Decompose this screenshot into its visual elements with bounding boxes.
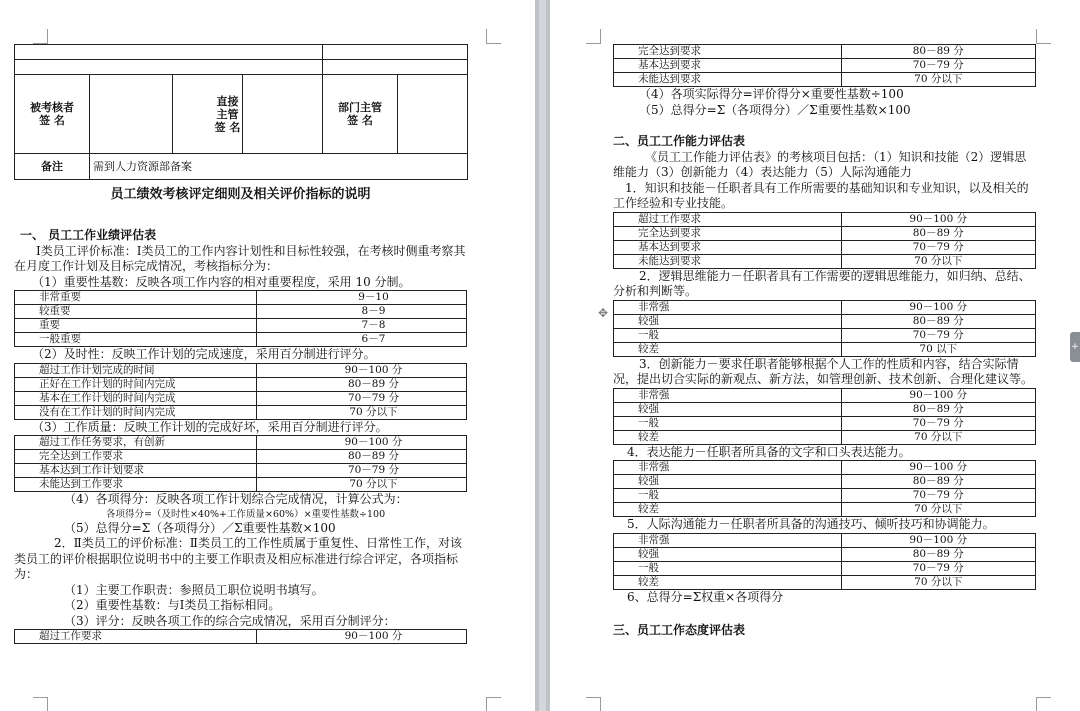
table-row: [15, 630, 467, 644]
table-row: [614, 430, 1036, 444]
paragraph: （3）评分：反映各项工作的综合完成情况，采用百分制评分：: [64, 613, 396, 628]
table-row: [15, 478, 467, 492]
table-cell: 90－100 分: [841, 212, 1035, 226]
document-page-right: [550, 0, 1080, 711]
criteria-table: [14, 629, 467, 644]
table-cell: 70 分以下: [256, 478, 466, 492]
table-cell: 超过工作要求: [15, 630, 257, 644]
table-cell: 80－89 分: [841, 45, 1035, 59]
table-cell: 基本达到工作计划要求: [15, 464, 257, 478]
table-cell: 70－79 分: [841, 561, 1035, 575]
right-page-content: [613, 44, 1036, 639]
table-cell: 一般: [614, 416, 842, 430]
table-cell: 非常强: [614, 461, 842, 475]
paragraph: （1）主要工作职责：参照员工职位说明书填写。: [64, 582, 324, 597]
table-cell: 非常重要: [15, 291, 257, 305]
table-row: [614, 533, 1036, 547]
remark-value: 需到人力资源部备案: [90, 154, 468, 180]
table-cell: 较重要: [15, 305, 257, 319]
table-cell: 完全达到要求: [614, 226, 842, 240]
table-cell: 一般: [614, 561, 842, 575]
table-cell: 较强: [614, 314, 842, 328]
table-cell: 9－10: [256, 291, 466, 305]
table-cell: 70－79 分: [841, 416, 1035, 430]
table-cell: 80－89 分: [841, 226, 1035, 240]
table-cell: 70－79 分: [256, 464, 466, 478]
table-cell: 较差: [614, 575, 842, 589]
crop-mark: [486, 29, 501, 44]
table-cell: 70－79 分: [841, 240, 1035, 254]
criteria-table: [14, 363, 467, 420]
table-cell: 较强: [614, 475, 842, 489]
paragraph: 2．逻辑思维能力－任职者具有工作需要的逻辑思维能力，如归纳、总结、分析和判断等。: [613, 268, 1031, 298]
criteria-table: [613, 44, 1036, 87]
table-cell: 较强: [614, 547, 842, 561]
table-cell: 70 分以下: [841, 503, 1035, 517]
table-row: [614, 226, 1036, 240]
paragraph: 1．知识和技能－任职者具有工作所需要的基础知识和专业知识，以及相关的工作经验和专业技能。: [613, 180, 1029, 210]
table-cell: 7－8: [256, 319, 466, 333]
criteria-table: [613, 533, 1036, 590]
paragraph: 4．表达能力－任职者所具备的文字和口头表达能力。: [627, 444, 911, 459]
table-row: [614, 254, 1036, 268]
table-cell: 一般: [614, 328, 842, 342]
table-cell: 较强: [614, 402, 842, 416]
table-cell: 90－100 分: [841, 300, 1035, 314]
table-cell: 90－100 分: [841, 533, 1035, 547]
table-cell: 较差: [614, 342, 842, 356]
table-cell: 8－9: [256, 305, 466, 319]
table-row: [614, 575, 1036, 589]
table-row: [614, 416, 1036, 430]
page-gap: [535, 0, 550, 711]
table-row: [614, 475, 1036, 489]
table-cell: 80－89 分: [256, 450, 466, 464]
table-cell: 较差: [614, 430, 842, 444]
table-cell: 未能达到工作要求: [15, 478, 257, 492]
paragraph: （2）及时性：反映工作计划的完成速度，采用百分制进行评分。: [32, 347, 376, 361]
table-cell: 一般重要: [15, 333, 257, 347]
paragraph: 3．创新能力－要求任职者能够根据个人工作的性质和内容，结合实际情况，提出切合实际的新观点、新方法，如管理创新、技术创新、合理化建议等。: [613, 356, 1034, 386]
table-row: [15, 363, 467, 377]
table-row: [614, 240, 1036, 254]
paragraph: （5）总得分=Σ（各项得分）／Σ重要性基数×100: [639, 102, 911, 117]
plus-icon[interactable]: +: [1070, 332, 1080, 362]
table-cell: 90－100 分: [256, 630, 466, 644]
table-cell: 70 分以下: [841, 73, 1035, 87]
table-row: [15, 391, 467, 405]
paragraph: （4）各项实际得分=评价得分×重要性基数÷100: [639, 87, 904, 101]
table-cell: 80－89 分: [256, 377, 466, 391]
paragraph: 5．人际沟通能力－任职者所具备的沟通技巧、倾听技巧和协调能力。: [627, 517, 995, 531]
formula: 各项得分=（及时性×40%+工作质量×60%）×重要性基数÷100: [106, 508, 386, 520]
table-cell: 正好在工作计划的时间内完成: [15, 377, 257, 391]
crop-mark: [1036, 697, 1051, 711]
paragraph: Ⅰ类员工评价标准：Ⅰ类员工的工作内容计划性和目标性较强，在考核时侧重考察其在月度工作计划及目标完成情况，考核指标分为：: [14, 243, 466, 273]
move-icon[interactable]: ✥: [598, 306, 609, 320]
table-cell: 基本达到要求: [614, 59, 842, 73]
table-cell: 70 分以下: [841, 254, 1035, 268]
section-heading: 一、 员工工作业绩评估表: [20, 228, 157, 242]
table-cell: 一般: [614, 489, 842, 503]
signature-table: [14, 44, 468, 180]
table-cell: 70 分以下: [841, 430, 1035, 444]
table-cell: 没有在工作计划的时间内完成: [15, 405, 257, 419]
crop-mark: [586, 697, 601, 711]
left-page-content: [14, 44, 467, 644]
dept-supervisor-sign-label: 部门主管 签 名: [323, 75, 398, 154]
crop-mark: [33, 29, 48, 44]
table-row: [15, 464, 467, 478]
direct-supervisor-sign-label: 直接主管 签 名: [173, 75, 243, 154]
table-cell: 70－79 分: [841, 59, 1035, 73]
table-cell: 90－100 分: [256, 436, 466, 450]
table-cell: 80－89 分: [841, 547, 1035, 561]
table-cell: 70 分以下: [841, 575, 1035, 589]
table-cell: 70 分以下: [256, 405, 466, 419]
table-row: [15, 377, 467, 391]
criteria-table: [14, 435, 467, 492]
examinee-sign-label: 被考核者 签 名: [15, 75, 90, 154]
table-row: [614, 328, 1036, 342]
table-row: [15, 291, 467, 305]
table-row: [15, 450, 467, 464]
crop-mark: [486, 697, 501, 711]
paragraph: （2）重要性基数：与Ⅰ类员工指标相同。: [64, 598, 281, 612]
table-cell: 6－7: [256, 333, 466, 347]
table-cell: 完全达到要求: [614, 45, 842, 59]
table-row: [15, 333, 467, 347]
table-row: [614, 388, 1036, 402]
crop-mark: [586, 29, 601, 44]
table-row: [614, 300, 1036, 314]
table-row: [15, 319, 467, 333]
table-cell: 70－79 分: [841, 328, 1035, 342]
crop-mark: [33, 697, 48, 711]
table-cell: 80－89 分: [841, 314, 1035, 328]
table-row: [614, 461, 1036, 475]
table-row: [614, 45, 1036, 59]
table-cell: 基本在工作计划的时间内完成: [15, 391, 257, 405]
criteria-table: [14, 290, 467, 347]
table-row: [15, 436, 467, 450]
table-cell: 超过工作任务要求，有创新: [15, 436, 257, 450]
table-row: [614, 503, 1036, 517]
table-row: [15, 305, 467, 319]
table-cell: 基本达到要求: [614, 240, 842, 254]
criteria-table: [613, 300, 1036, 357]
paragraph: （5）总得分=Σ（各项得分）／Σ重要性基数×100: [64, 520, 336, 535]
paragraph: 《员工工作能力评估表》的考核项目包括：（1）知识和技能（2）逻辑思维能力（3）创新能力（4）表达能力（5）人际沟通能力: [613, 149, 1027, 179]
table-row: [614, 402, 1036, 416]
table-cell: 80－89 分: [841, 475, 1035, 489]
table-cell: 70－79 分: [256, 391, 466, 405]
table-row: [15, 405, 467, 419]
table-cell: 超过工作要求: [614, 212, 842, 226]
paragraph: 2．Ⅱ类员工的评价标准：Ⅱ类员工的工作性质属于重复性、日常性工作，对该类员工的评价根据职位说明书中的主要工作职责及相应标准进行综合评定，各项指标为：: [14, 536, 462, 581]
section-heading: 三、员工工作态度评估表: [613, 623, 746, 637]
document-page-left: [0, 0, 535, 711]
table-row: [614, 73, 1036, 87]
table-row: [614, 314, 1036, 328]
criteria-table: [613, 460, 1036, 517]
direct-supervisor-sign-cell[interactable]: [243, 75, 323, 154]
table-cell: 未能达到要求: [614, 254, 842, 268]
dept-supervisor-sign-cell[interactable]: [398, 75, 468, 154]
document-title: 员工绩效考核评定细则及相关评价指标的说明: [110, 187, 371, 202]
table-cell: 70－79 分: [841, 489, 1035, 503]
table-cell: 80－89 分: [841, 402, 1035, 416]
table-cell: 非常强: [614, 388, 842, 402]
table-row: [614, 212, 1036, 226]
paragraph: 6、总得分=Σ权重×各项得分: [627, 589, 784, 604]
table-row: [614, 561, 1036, 575]
table-cell: 超过工作计划完成的时间: [15, 363, 257, 377]
paragraph: （3）工作质量：反映工作计划的完成好坏，采用百分制进行评分。: [32, 419, 388, 434]
criteria-table: [613, 212, 1036, 269]
table-row: [614, 59, 1036, 73]
table-cell: 90－100 分: [841, 461, 1035, 475]
table-cell: 较差: [614, 503, 842, 517]
table-cell: 90－100 分: [256, 363, 466, 377]
table-row: [614, 342, 1036, 356]
table-cell: 重要: [15, 319, 257, 333]
paragraph: （1）重要性基数：反映各项工作内容的相对重要程度，采用 10 分制。: [32, 274, 411, 289]
table-row: [614, 489, 1036, 503]
table-cell: 90－100 分: [841, 388, 1035, 402]
table-cell: 70 以下: [841, 342, 1035, 356]
table-cell: 非常强: [614, 300, 842, 314]
table-cell: 非常强: [614, 533, 842, 547]
remark-label: 备注: [15, 154, 90, 180]
paragraph: （4）各项得分：反映各项工作计划综合完成情况，计算公式为：: [64, 492, 408, 506]
section-heading: 二、员工工作能力评估表: [613, 134, 746, 148]
criteria-table: [613, 388, 1036, 445]
crop-mark: [1036, 29, 1051, 44]
table-row: [614, 547, 1036, 561]
table-cell: 未能达到要求: [614, 73, 842, 87]
examinee-sign-cell[interactable]: [90, 75, 173, 154]
table-cell: 完全达到工作要求: [15, 450, 257, 464]
